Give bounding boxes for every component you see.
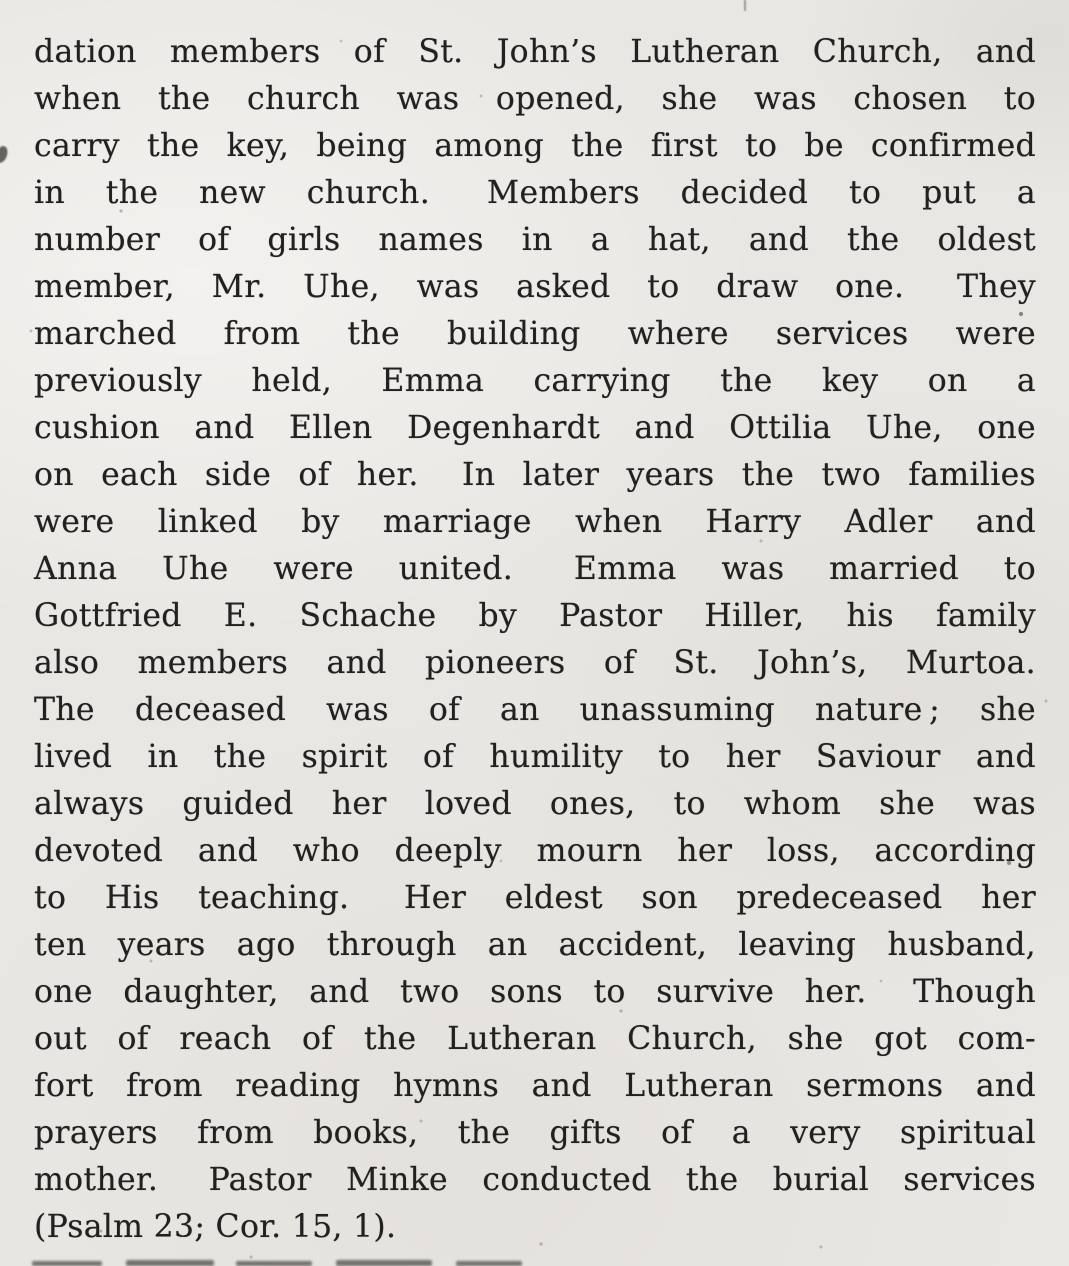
text-line: carry the key, being among the first to be confirmed: [34, 128, 1036, 164]
text-line: (Psalm 23; Cor. 15, 1).: [34, 1209, 397, 1245]
top-edge-scan-mark: [744, 0, 746, 11]
text-line: Gottfried E. Schache by Pastor Hiller, his family: [34, 598, 1036, 634]
text-line: dation members of St. John’s Lutheran Church, and: [34, 34, 1036, 70]
text-line: prayers from books, the gifts of a very spiritual: [34, 1115, 1036, 1151]
text-line: Anna Uhe were united. Emma was married to: [34, 551, 1036, 587]
paper-noise-specks: [0, 0, 2, 2]
text-line: one daughter, and two sons to survive her. Though: [34, 974, 1036, 1010]
text-line: when the church was opened, she was chosen to: [34, 81, 1036, 117]
text-line: fort from reading hymns and Lutheran sermons and: [34, 1068, 1036, 1104]
cropped-print-fragment: [32, 1261, 102, 1266]
left-edge-scan-speck: [0, 145, 9, 164]
text-line: member, Mr. Uhe, was asked to draw one. They: [34, 269, 1036, 305]
text-line: The deceased was of an unassuming nature ; she: [34, 692, 1036, 728]
text-line: previously held, Emma carrying the key on a: [34, 363, 1036, 399]
text-line: ten years ago through an accident, leaving husband,: [34, 927, 1036, 963]
text-line: were linked by marriage when Harry Adler and: [34, 504, 1036, 540]
text-line: number of girls names in a hat, and the oldest: [34, 222, 1036, 258]
cropped-print-fragment: [236, 1261, 312, 1266]
bottom-cropped-print-artifact: [28, 1256, 548, 1266]
text-line: devoted and who deeply mourn her loss, according: [34, 833, 1036, 869]
text-line: marched from the building where services were: [34, 316, 1036, 352]
text-line: mother. Pastor Minke conducted the burial services: [34, 1162, 1036, 1198]
text-line: on each side of her. In later years the two families: [34, 457, 1036, 493]
text-line: also members and pioneers of St. John’s, Murtoa.: [34, 645, 1036, 681]
cropped-print-fragment: [456, 1261, 522, 1266]
text-line: always guided her loved ones, to whom she was: [34, 786, 1036, 822]
text-block: [34, 29, 1036, 1251]
cropped-print-fragment: [336, 1260, 432, 1266]
text-line: to His teaching. Her eldest son predeceased her: [34, 880, 1036, 916]
text-line: out of reach of the Lutheran Church, she got com-: [34, 1021, 1036, 1057]
text-line: cushion and Ellen Degenhardt and Ottilia Uhe, one: [34, 410, 1036, 446]
text-line: lived in the spirit of humility to her Saviour and: [34, 739, 1036, 775]
text-line: in the new church. Members decided to put a: [34, 175, 1036, 211]
cropped-print-fragment: [126, 1260, 214, 1266]
